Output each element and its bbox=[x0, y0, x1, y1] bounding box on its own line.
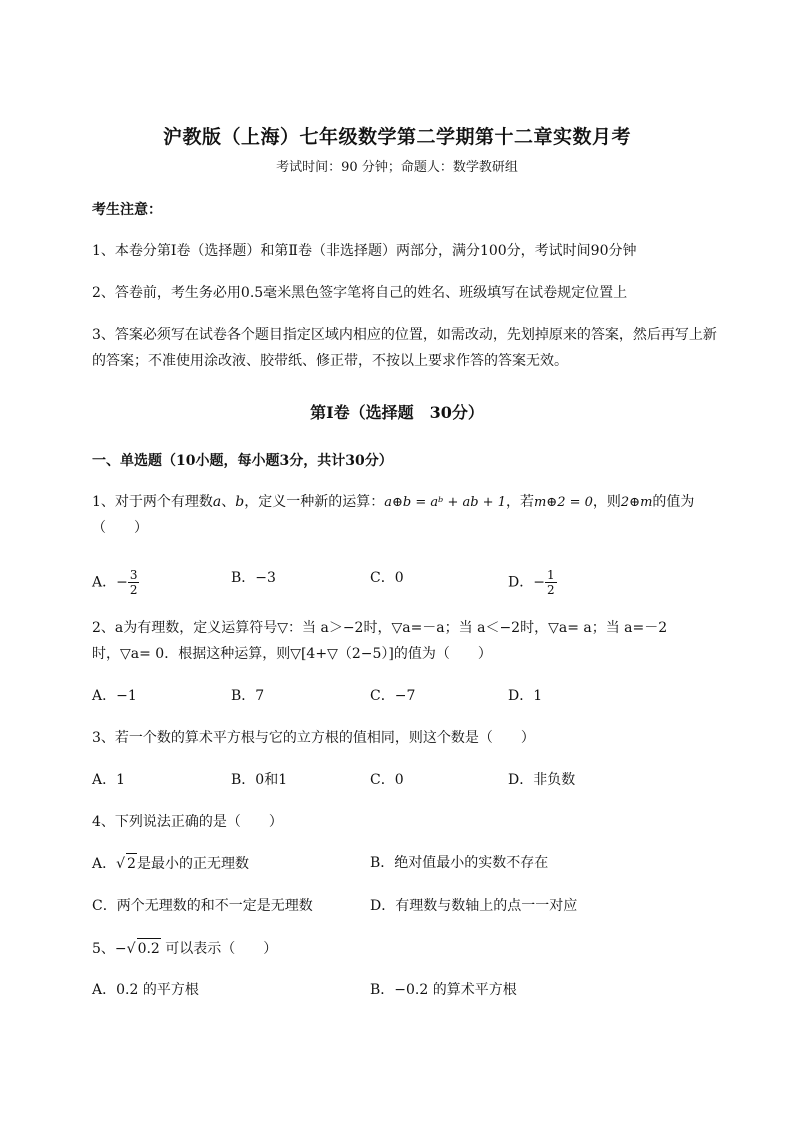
q1-text: ，若 bbox=[505, 494, 534, 510]
part-heading: 一、单选题（10小题，每小题3分，共计30分） bbox=[92, 453, 393, 469]
notice-item-3-cont: 的答案；不准使用涂改液、胶带纸、修正带，不按以上要求作答的答案无效。 bbox=[92, 353, 568, 369]
question-1-stem bbox=[92, 492, 694, 513]
q1-sep: 、 bbox=[221, 494, 236, 510]
option-label: A． bbox=[92, 856, 117, 872]
q1-condition: m⊕2 = 0 bbox=[533, 495, 593, 510]
q2-option-d[interactable]: D．1 bbox=[508, 688, 543, 704]
q5-text: 可以表示（ ） bbox=[160, 941, 278, 957]
numerator: 1 bbox=[546, 568, 555, 582]
q3-option-a[interactable]: A．1 bbox=[92, 772, 126, 788]
q2-option-a[interactable]: A．−1 bbox=[92, 688, 137, 704]
q4-option-b[interactable]: B．绝对值最小的实数不存在 bbox=[370, 855, 549, 871]
option-label: A．− bbox=[92, 574, 128, 591]
denominator: 2 bbox=[129, 583, 138, 597]
q1-option-d[interactable] bbox=[508, 568, 557, 597]
q1-option-c[interactable]: C．0 bbox=[370, 570, 404, 586]
q4-option-d[interactable]: D．有理数与数轴上的点一一对应 bbox=[370, 898, 578, 914]
question-1-paren: （ ） bbox=[92, 520, 148, 536]
notice-item-2: 2、答卷前，考生务必用0.5毫米黑色签字笔将自己的姓名、班级填写在试卷规定位置上 bbox=[92, 285, 628, 301]
q1-text: 1、对于两个有理数 bbox=[92, 494, 213, 510]
numerator: 3 bbox=[129, 568, 138, 582]
q3-option-c[interactable]: C．0 bbox=[370, 772, 404, 788]
radicand: 0.2 bbox=[137, 938, 161, 959]
exam-info: 考试时间：90 分钟；命题人：数学教研组 bbox=[276, 160, 518, 175]
page-title: 沪教版（上海）七年级数学第二学期第十二章实数月考 bbox=[162, 126, 631, 148]
q5-option-a[interactable]: A．0.2 的平方根 bbox=[92, 982, 199, 998]
q1-text: 的值为 bbox=[652, 494, 695, 510]
question-2-stem-cont: 时，▽a= 0．根据这种运算，则▽[4+▽（2−5）]的值为（ ） bbox=[92, 646, 492, 662]
q3-option-b[interactable]: B．0和1 bbox=[231, 772, 288, 788]
sqrt-sign: √ bbox=[126, 941, 136, 957]
notice-item-3: 3、答案必须写在试卷各个题目指定区域内相应的位置，如需改动，先划掉原来的答案，然后再写上新 bbox=[92, 327, 717, 343]
q1-option-b[interactable]: B．−3 bbox=[231, 570, 276, 586]
q1-option-a[interactable] bbox=[92, 568, 139, 597]
question-4-stem: 4、下列说法正确的是（ ） bbox=[92, 814, 283, 830]
q4-option-a[interactable] bbox=[92, 853, 249, 874]
q5-option-b[interactable]: B．−0.2 的算术平方根 bbox=[370, 982, 517, 998]
question-2-stem: 2、a为有理数，定义运算符号▽：当 a＞−2时，▽a=－a；当 a＜−2时，▽a= a；当 a=－2 bbox=[92, 620, 668, 636]
q1-var-b: b bbox=[235, 494, 245, 510]
q1-text: ，则 bbox=[592, 494, 621, 510]
fraction bbox=[545, 568, 557, 597]
notice-heading: 考生注意： bbox=[92, 202, 162, 218]
q5-text: 5、− bbox=[92, 941, 127, 957]
q3-option-d[interactable]: D．非负数 bbox=[508, 772, 576, 788]
q1-formula: a⊕b = aᵇ + ab + 1 bbox=[384, 495, 506, 510]
denominator: 2 bbox=[546, 583, 555, 597]
q1-target: 2⊕m bbox=[620, 495, 653, 510]
q4-option-c[interactable]: C．两个无理数的和不一定是无理数 bbox=[92, 898, 313, 914]
q2-option-c[interactable]: C．−7 bbox=[370, 688, 416, 704]
option-label: D．− bbox=[508, 574, 545, 591]
q1-text: ，定义一种新的运算： bbox=[244, 494, 385, 510]
section-title: 第Ⅰ卷（选择题 30分） bbox=[310, 403, 484, 422]
notice-item-1: 1、本卷分第Ⅰ卷（选择题）和第Ⅱ卷（非选择题）两部分，满分100分，考试时间90分钟 bbox=[92, 243, 637, 259]
sqrt-sign: √ bbox=[116, 856, 126, 872]
question-3-stem: 3、若一个数的算术平方根与它的立方根的值相同，则这个数是（ ） bbox=[92, 730, 535, 746]
q1-var-a: a bbox=[212, 494, 222, 510]
q2-option-b[interactable]: B．7 bbox=[231, 688, 265, 704]
fraction bbox=[128, 568, 140, 597]
question-5-stem bbox=[92, 938, 277, 959]
radicand: 2 bbox=[126, 853, 137, 874]
option-text: 是最小的正无理数 bbox=[136, 856, 249, 872]
